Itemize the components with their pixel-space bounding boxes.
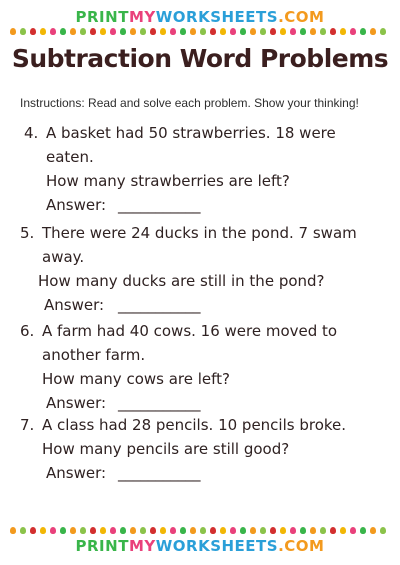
answer-label: Answer: — [46, 196, 107, 214]
brand-print: PRINT — [75, 8, 129, 26]
brand-dotcom: .COM — [278, 8, 325, 26]
problem-question: How many pencils are still good? — [42, 440, 290, 458]
border-decoration — [340, 28, 346, 35]
border-decoration — [130, 28, 136, 35]
brand-logo-top — [0, 8, 400, 26]
border-decoration — [70, 28, 76, 35]
problem-text: away. — [42, 248, 85, 266]
problem-number: 6. — [20, 322, 35, 340]
border-decoration — [350, 28, 356, 35]
border-decoration — [90, 28, 96, 35]
answer-blank[interactable]: ___________ — [118, 196, 201, 214]
border-decoration — [60, 28, 66, 35]
problem-text: A basket had 50 strawberries. 18 were — [46, 124, 336, 142]
border-decoration — [380, 527, 386, 534]
border-decoration — [310, 28, 316, 35]
border-decoration — [270, 28, 276, 35]
border-decoration — [30, 28, 36, 35]
border-decoration — [130, 527, 136, 534]
border-decoration — [200, 28, 206, 35]
border-decoration — [270, 527, 276, 534]
answer-label: Answer: — [44, 296, 105, 314]
instructions-text: Instructions: Read and solve each problem. Show your thinking! — [20, 96, 359, 110]
border-decoration — [100, 527, 106, 534]
problem-text: There were 24 ducks in the pond. 7 swam — [42, 224, 357, 242]
border-decoration — [40, 527, 46, 534]
border-decoration — [40, 28, 46, 35]
problem-text: another farm. — [42, 346, 146, 364]
border-decoration — [340, 527, 346, 534]
brand-worksheets: WORKSHEETS — [155, 8, 279, 26]
answer-blank[interactable]: ___________ — [118, 464, 201, 482]
border-decoration — [170, 28, 176, 35]
border-decoration — [90, 527, 96, 534]
brand-print: PRINT — [75, 537, 129, 555]
border-decoration — [330, 28, 336, 35]
problem-number: 5. — [20, 224, 35, 242]
border-decoration — [230, 527, 236, 534]
border-decoration — [120, 527, 126, 534]
border-decoration — [10, 28, 16, 35]
border-decoration — [210, 28, 216, 35]
border-decoration — [170, 527, 176, 534]
decorative-border-top — [10, 28, 390, 36]
border-decoration — [260, 527, 266, 534]
border-decoration — [300, 28, 306, 35]
border-decoration — [180, 28, 186, 35]
border-decoration — [360, 527, 366, 534]
border-decoration — [110, 28, 116, 35]
border-decoration — [190, 527, 196, 534]
border-decoration — [300, 527, 306, 534]
border-decoration — [350, 527, 356, 534]
border-decoration — [380, 28, 386, 35]
border-decoration — [210, 527, 216, 534]
brand-my: MY — [128, 8, 156, 26]
border-decoration — [370, 527, 376, 534]
border-decoration — [220, 28, 226, 35]
border-decoration — [330, 527, 336, 534]
answer-blank[interactable]: ___________ — [118, 296, 201, 314]
border-decoration — [320, 527, 326, 534]
border-decoration — [160, 527, 166, 534]
decorative-border-bottom — [10, 527, 390, 535]
border-decoration — [20, 28, 26, 35]
brand-logo-bottom — [0, 537, 400, 555]
border-decoration — [370, 28, 376, 35]
border-decoration — [150, 28, 156, 35]
border-decoration — [280, 527, 286, 534]
border-decoration — [70, 527, 76, 534]
problem-number: 7. — [20, 416, 35, 434]
problem-text: A class had 28 pencils. 10 pencils broke. — [42, 416, 347, 434]
border-decoration — [290, 28, 296, 35]
border-decoration — [250, 28, 256, 35]
page-title: Subtraction Word Problems — [11, 44, 389, 73]
border-decoration — [110, 527, 116, 534]
brand-worksheets: WORKSHEETS — [155, 537, 279, 555]
problem-question: How many strawberries are left? — [46, 172, 290, 190]
border-decoration — [30, 527, 36, 534]
border-decoration — [140, 527, 146, 534]
border-decoration — [240, 28, 246, 35]
border-decoration — [280, 28, 286, 35]
border-decoration — [190, 28, 196, 35]
border-decoration — [20, 527, 26, 534]
problem-question: How many cows are left? — [42, 370, 231, 388]
border-decoration — [50, 28, 56, 35]
border-decoration — [150, 527, 156, 534]
border-decoration — [180, 527, 186, 534]
problem-text: A farm had 40 cows. 16 were moved to — [42, 322, 338, 340]
border-decoration — [160, 28, 166, 35]
border-decoration — [220, 527, 226, 534]
border-decoration — [10, 527, 16, 534]
border-decoration — [320, 28, 326, 35]
problem-number: 4. — [24, 124, 39, 142]
border-decoration — [310, 527, 316, 534]
border-decoration — [250, 527, 256, 534]
border-decoration — [100, 28, 106, 35]
border-decoration — [240, 527, 246, 534]
border-decoration — [140, 28, 146, 35]
border-decoration — [60, 527, 66, 534]
border-decoration — [230, 28, 236, 35]
border-decoration — [200, 527, 206, 534]
problem-text: eaten. — [46, 148, 94, 166]
border-decoration — [120, 28, 126, 35]
answer-label: Answer: — [46, 394, 107, 412]
problem-question: How many ducks are still in the pond? — [38, 272, 325, 290]
border-decoration — [360, 28, 366, 35]
border-decoration — [80, 527, 86, 534]
brand-my: MY — [128, 537, 156, 555]
border-decoration — [260, 28, 266, 35]
answer-blank[interactable]: ___________ — [118, 394, 201, 412]
answer-label: Answer: — [46, 464, 107, 482]
border-decoration — [80, 28, 86, 35]
border-decoration — [50, 527, 56, 534]
brand-dotcom: .COM — [278, 537, 325, 555]
border-decoration — [290, 527, 296, 534]
